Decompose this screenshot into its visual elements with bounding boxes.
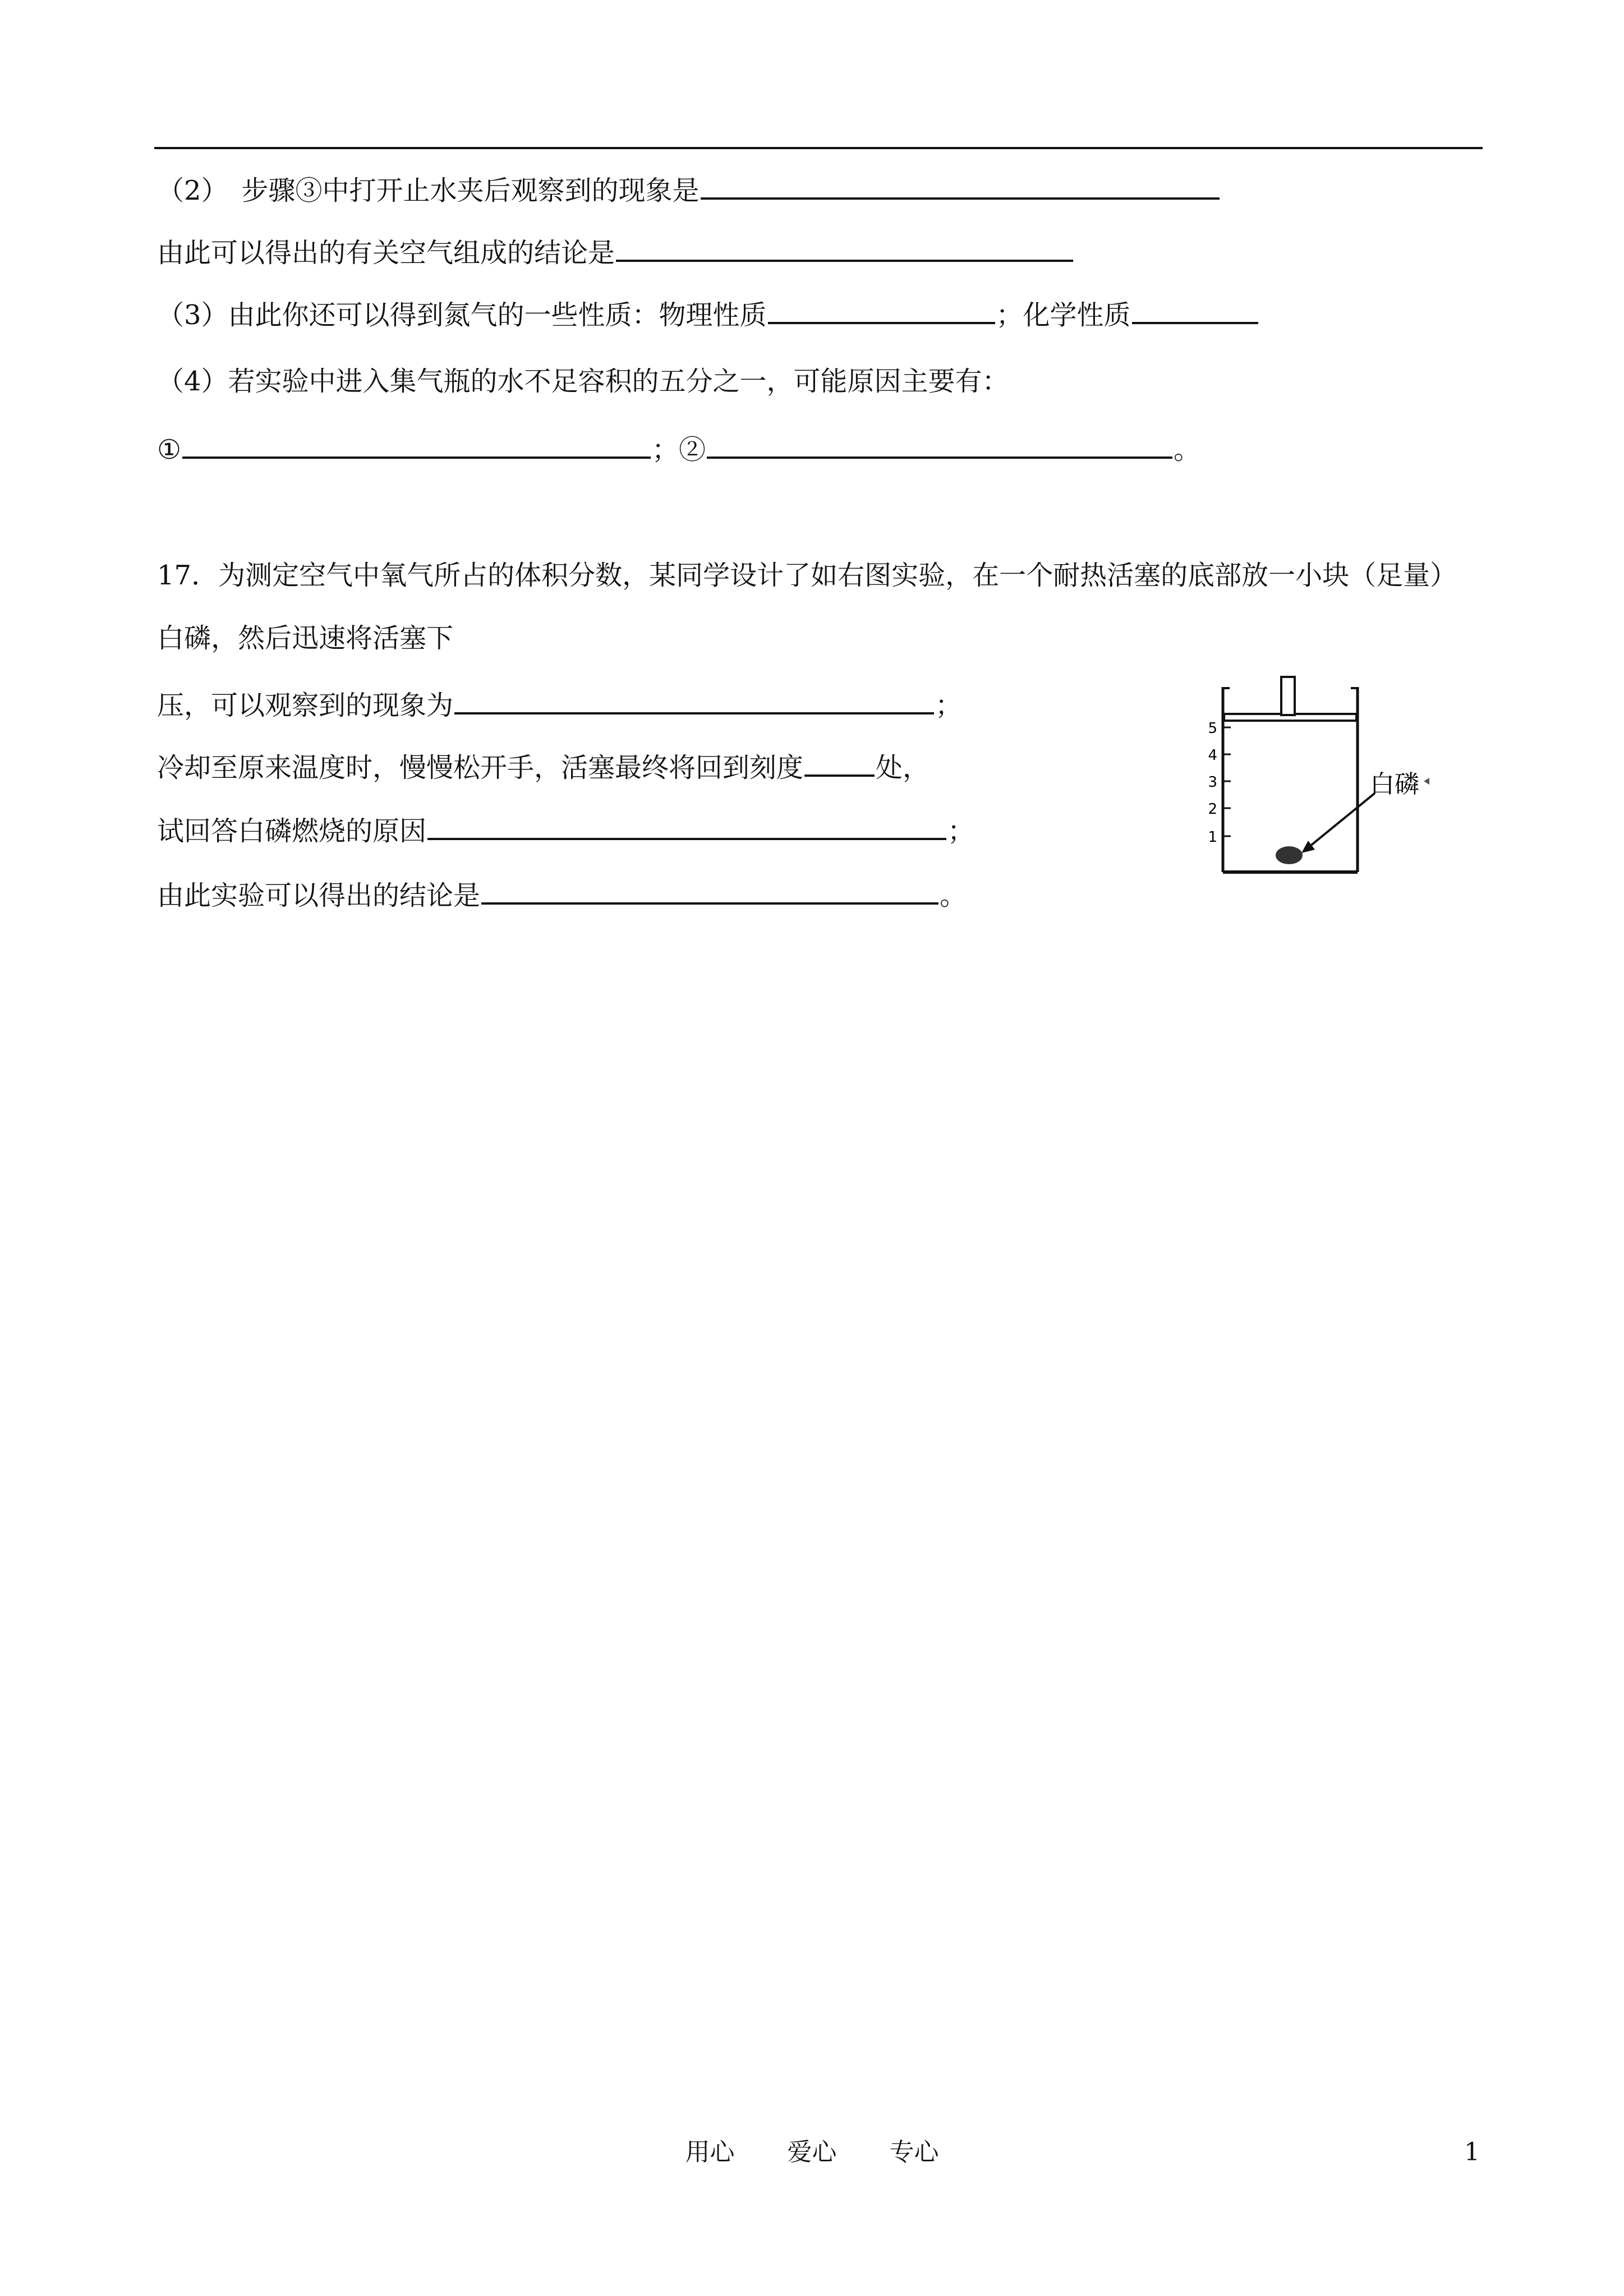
pointer-arrow [1307,794,1374,849]
white-phosphorus-label: 白磷 [1370,770,1419,799]
q17-line2-suffix: 处， [876,752,930,783]
q17-line4 [157,878,967,914]
page-number: 1 [1464,2138,1480,2166]
footer-item-yongxin: 用心 [685,2138,735,2166]
q17-line2 [157,750,930,786]
scale-label-2: 2 [1208,801,1217,818]
q17-line1-suffix: ； [935,690,963,721]
q16-part4-text: （4）若实验中进入集气瓶的水不足容积的五分之一，可能原因主要有： [157,366,1009,397]
q17-conclusion-blank[interactable] [481,878,938,905]
page-footer [0,2136,1624,2169]
q17-line1 [157,688,962,723]
q17-line2-text: 冷却至原来温度时，慢慢松开手，活塞最终将回到刻度 [157,752,804,783]
scale-label-3: 3 [1208,774,1217,791]
q17-reason-blank[interactable] [427,813,946,840]
q16-reasons-line [157,432,1200,468]
q17-line4-suffix: 。 [940,880,967,911]
piston-apparatus-diagram [1189,670,1436,883]
q17-line3 [157,813,974,849]
q16-part2-line [157,173,1221,209]
q16-physical-property-blank[interactable] [768,297,995,324]
q17-line3-text: 试回答白磷燃烧的原因 [157,815,427,847]
piston-rod [1281,677,1295,715]
q16-conclusion-text: 由此可以得出的有关空气组成的结论是 [157,237,615,269]
q17-phenomenon-blank[interactable] [454,688,934,714]
footer-item-zhuanxin: 专心 [889,2138,939,2166]
q17-line3-suffix: ； [947,815,975,847]
q17-line4-text: 由此实验可以得出的结论是 [157,880,481,911]
q16-reason1-marker: ① [157,434,182,465]
piston-apparatus-figure [1189,670,1436,883]
header-rule [154,147,1483,149]
q16-part3-text: （3）由此你还可以得到氮气的一些性质：物理性质 [157,299,767,331]
q16-conclusion-blank[interactable] [616,235,1073,262]
footer-item-aixin: 爱心 [787,2138,837,2166]
q16-reasons-end: 。 [1174,434,1201,465]
q16-part2-blank[interactable] [701,173,1220,200]
white-phosphorus-blob [1276,846,1303,864]
q16-part2-text: （2） 步骤③中打开止水夹后观察到的现象是 [157,175,700,206]
q16-reason2-blank[interactable] [707,432,1172,459]
q16-part4-line [157,363,1009,399]
q17-scale-blank[interactable] [804,750,875,777]
q16-reason1-blank[interactable] [182,432,651,459]
q17-line1-text: 压，可以观察到的现象为 [157,690,454,721]
q16-part3-separator: ；化学性质 [996,299,1131,331]
q16-conclusion-line [157,235,1074,271]
scale-label-4: 4 [1208,747,1217,764]
q16-part3-line [157,297,1259,333]
q16-reason2-marker: ；② [652,434,706,465]
q16-chemical-property-blank[interactable] [1132,297,1258,324]
q17-intro: 17．为测定空气中氧气所占的体积分数，某同学设计了如右图实验，在一个耐热活塞的底部放一小块（足量）白磷，然后迅速将活塞下 [157,560,1457,654]
scale-label-5: 5 [1208,720,1217,737]
scale-label-1: 1 [1208,829,1217,846]
